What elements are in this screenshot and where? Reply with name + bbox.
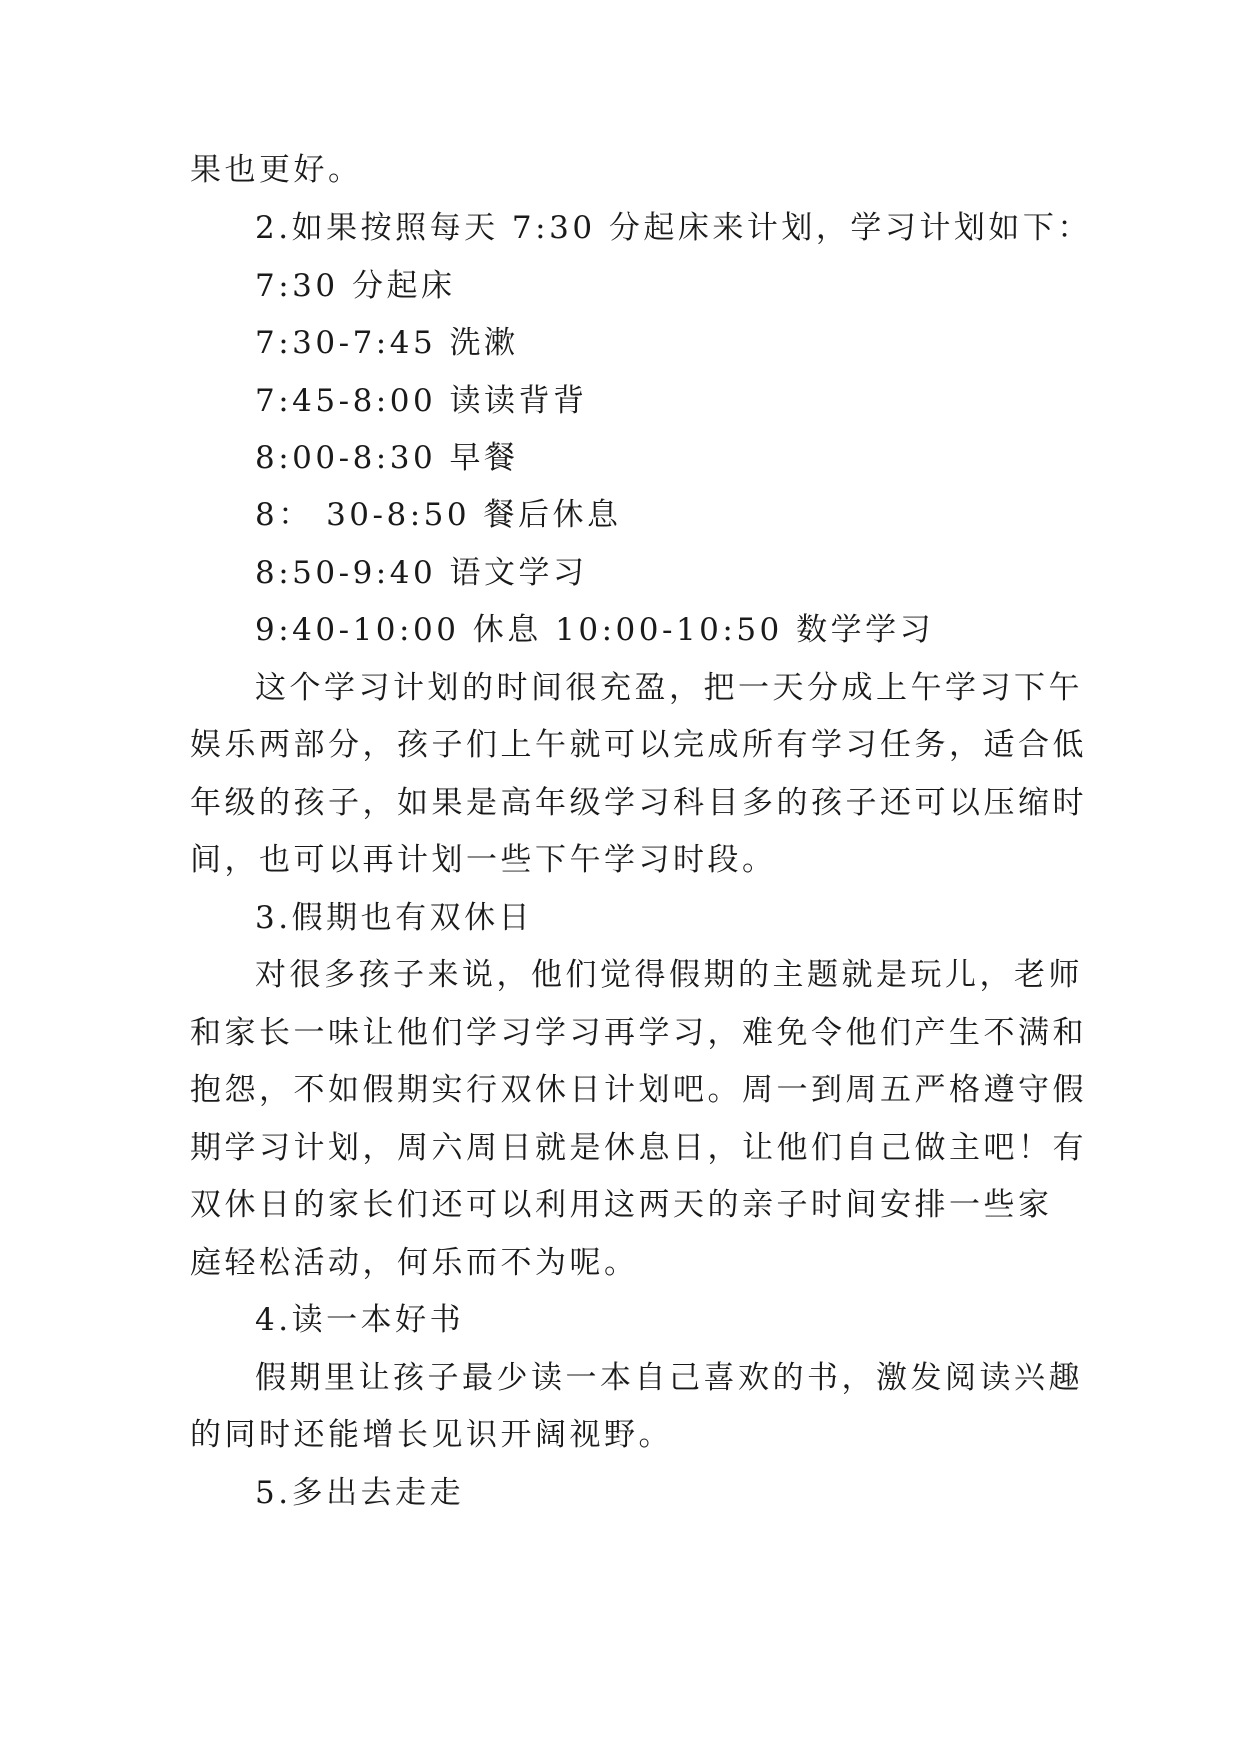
paragraph-line: 年级的孩子，如果是高年级学习科目多的孩子还可以压缩时 [190,785,1087,821]
paragraph-line: 双休日的家长们还可以利用这两天的亲子时间安排一些家 [190,1187,1053,1223]
paragraph-line: 这个学习计划的时间很充盈，把一天分成上午学习下午 [255,670,1083,706]
paragraph-line: 娱乐两部分，孩子们上午就可以完成所有学习任务，适合低 [190,727,1087,763]
paragraph-line: 的同时还能增长见识开阔视野。 [190,1417,673,1453]
paragraph-line: 假期里让孩子最少读一本自己喜欢的书，激发阅读兴趣 [255,1360,1083,1396]
schedule-item: 7:30 分起床 [255,268,456,304]
section-heading-4: 4.读一本好书 [255,1302,465,1338]
schedule-item: 7:45-8:00 读读背背 [255,383,588,419]
paragraph-line: 抱怨，不如假期实行双休日计划吧。周一到周五严格遵守假 [190,1072,1087,1108]
section-heading-2: 2.如果按照每天 7:30 分起床来计划，学习计划如下： [255,210,1092,246]
paragraph-line: 庭轻松活动，何乐而不为呢。 [190,1245,639,1281]
schedule-item: 8:50-9:40 语文学习 [255,555,588,591]
schedule-item: 9:40-10:00 休息 10:00-10:50 数学学习 [255,612,935,648]
section-heading-5: 5.多出去走走 [255,1475,465,1511]
paragraph-line: 对很多孩子来说，他们觉得假期的主题就是玩儿，老师 [255,957,1083,993]
paragraph-line: 间，也可以再计划一些下午学习时段。 [190,842,777,878]
paragraph-line: 果也更好。 [190,152,363,188]
schedule-item: 8:00-8:30 早餐 [255,440,519,476]
schedule-item: 7:30-7:45 洗漱 [255,325,519,361]
section-heading-3: 3.假期也有双休日 [255,900,534,936]
paragraph-line: 期学习计划，周六周日就是休息日，让他们自己做主吧！有 [190,1130,1087,1166]
paragraph-line: 和家长一味让他们学习学习再学习，难免令他们产生不满和 [190,1015,1087,1051]
schedule-item: 8： 30-8:50 餐后休息 [255,497,622,533]
